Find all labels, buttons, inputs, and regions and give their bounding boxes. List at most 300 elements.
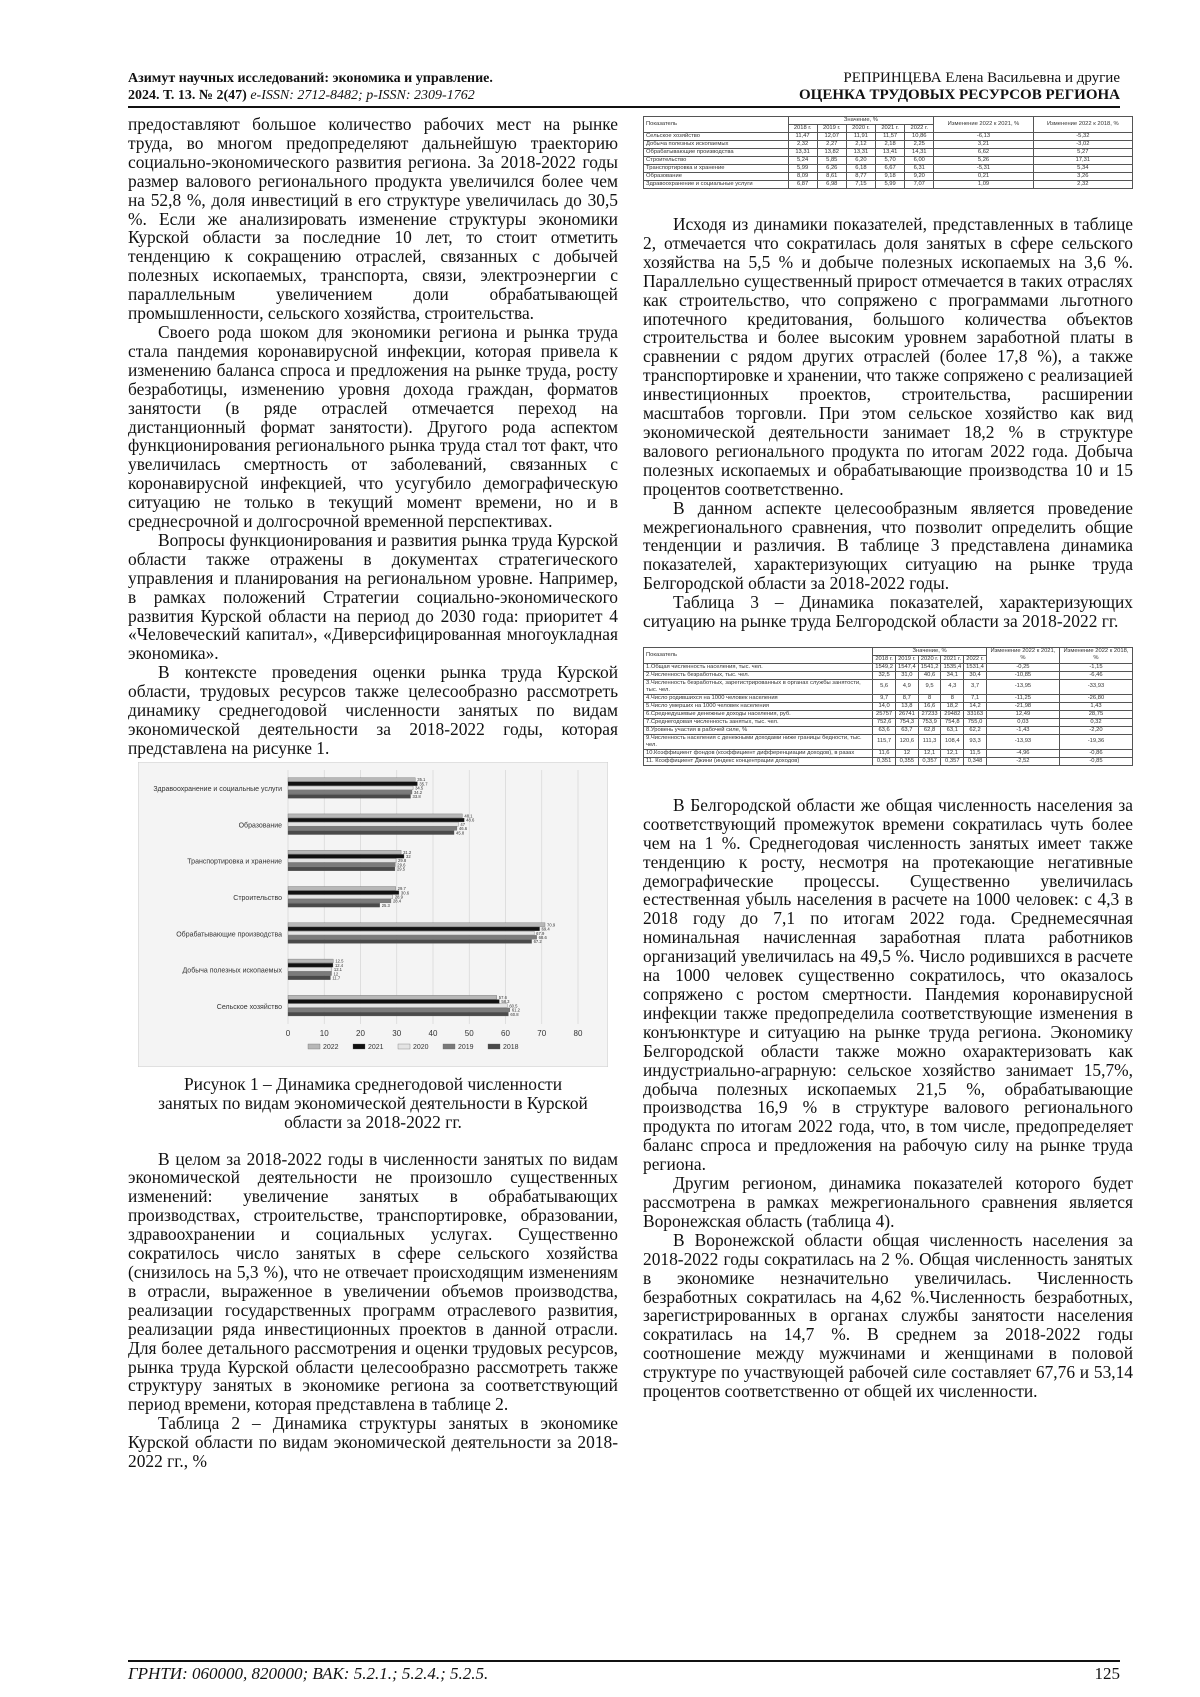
- bar-data-label: 58.3: [501, 998, 510, 1004]
- table-cell: -13,93: [986, 734, 1059, 749]
- table-cell: -0,85: [1059, 757, 1132, 765]
- bar-data-label: 12.5: [335, 958, 344, 964]
- table-cell: 26741: [895, 710, 918, 718]
- authors: РЕПРИНЦЕВА Елена Васильевна и другие: [843, 70, 1120, 86]
- table-cell: 34,1: [941, 671, 964, 679]
- bar-data-label: 61.2: [511, 1007, 521, 1013]
- bar-data-label: 45.8: [456, 830, 465, 836]
- table-cell: -5,31: [934, 165, 1033, 173]
- table-cell: -0,25: [986, 663, 1059, 671]
- table-cell: 7,15: [846, 181, 875, 189]
- table-cell: -4,96: [986, 749, 1059, 757]
- table-row: [644, 671, 1133, 679]
- paragraph: предоставляют большое количество рабочих мест на рынке труда, во многом предопределяют дальнейшую траекторию социально-экономического развития региона. За 2018-2022 годы размер валового регионального продукта увеличился более чем на 52,8 %, доля инвестиций в его структуре увеличилась до 30,5 %. Если же анализировать изменение структуры экономики Курской области за последние 10 лет, то стоит отметить тенденцию к сокращению отраслей, связанных с добычей полезных ископаемых, транспорта, связи, электроэнергии с параллельным увеличением доли обрабатывающей промышленности, сельского хозяйства, строительства.: [128, 114, 618, 324]
- journal-issn: e-ISSN: 2712-8482; p-ISSN: 2309-1762: [246, 88, 475, 103]
- article-header: [799, 70, 1120, 104]
- year-cell: 2018 г.: [873, 655, 896, 663]
- row-label: Строительство: [644, 157, 789, 165]
- table-cell: 16,6: [918, 702, 941, 710]
- x-tick-label: 30: [392, 1028, 402, 1038]
- bar: [288, 850, 401, 854]
- bar: [288, 967, 332, 971]
- table-cell: 29482: [941, 710, 964, 718]
- table-cell: 0,355: [895, 757, 918, 765]
- bar-data-label: 12.1: [333, 966, 343, 972]
- bar-data-label: 67.9: [536, 930, 545, 936]
- bar-data-label: 11.7: [332, 975, 341, 981]
- bar: [288, 854, 404, 858]
- journal-header: [128, 70, 493, 104]
- table-cell: 6,31: [905, 165, 934, 173]
- paragraph: В Воронежской области общая численность населения за 2018-2022 годы сократилась на 2 %. Общая численность занятых в экономике незначительно увеличилась. Численность безработных сократилась на 4,62 %.Численность безработных, зарегистрированных в органах службы занятости населения сократилась на 14,7 %. В среднем за 2018-2022 годы соотношение между мужчинами и женщинами в половой структуре по участвующей рабочей силе составляет 67,76 и 53,14 процентов соответственно от общей их численности.: [643, 1229, 1133, 1402]
- row-label: 10.Коэффициент фондов (коэффициент дифференциации доходов), в разах: [644, 749, 873, 757]
- table-cell: 93,3: [964, 734, 987, 749]
- header-divider: [128, 106, 1120, 108]
- legend-swatch: [353, 1044, 365, 1049]
- bar-data-label: 25.3: [381, 902, 390, 908]
- table-cell: 1541,2: [918, 663, 941, 671]
- table-2: [643, 116, 1133, 189]
- table-cell: 12,07: [817, 133, 846, 141]
- table-cell: -2,52: [986, 757, 1059, 765]
- table-cell: 17,31: [1033, 157, 1132, 165]
- table-header-cell: Значение, %: [873, 647, 987, 655]
- bar-data-label: 60.8: [510, 1011, 519, 1017]
- bar: [288, 903, 380, 907]
- table-cell: 63,1: [941, 726, 964, 734]
- bar: [288, 794, 411, 798]
- table-row: [644, 165, 1133, 173]
- table-cell: -13,95: [986, 679, 1059, 694]
- table-cell: 752,6: [873, 718, 896, 726]
- table-row: [644, 133, 1133, 141]
- table-header-cell: Изменение 2022 к 2018, %: [1059, 647, 1132, 663]
- bar: [288, 831, 454, 835]
- year-cell: 2019 г.: [895, 655, 918, 663]
- table-cell: 754,8: [941, 718, 964, 726]
- bar: [288, 999, 499, 1003]
- year-cell: 2022 г.: [964, 655, 987, 663]
- bar-data-label: 35.1: [417, 777, 426, 783]
- table-cell: 9,20: [905, 173, 934, 181]
- table-cell: -1,15: [1059, 663, 1132, 671]
- legend-swatch: [308, 1044, 320, 1049]
- table-cell: 8,09: [788, 173, 817, 181]
- table-cell: 33163: [964, 710, 987, 718]
- table-row: [644, 734, 1133, 749]
- row-label: Здравоохранение и социальные услуги: [644, 181, 789, 189]
- table-cell: -11,25: [986, 694, 1059, 702]
- table-cell: 8,7: [895, 694, 918, 702]
- bar-data-label: 57.6: [498, 994, 507, 1000]
- table-cell: 2,32: [788, 141, 817, 149]
- table-header-cell: Показатель: [644, 117, 789, 133]
- table-cell: 14,2: [964, 702, 987, 710]
- table-cell: 9,7: [873, 694, 896, 702]
- bar: [288, 777, 415, 781]
- table-row: [644, 679, 1133, 694]
- bar: [288, 935, 537, 939]
- table-row: [644, 749, 1133, 757]
- bar: [288, 959, 333, 963]
- table-cell: 13,82: [817, 149, 846, 157]
- left-column: [128, 115, 618, 1471]
- bar: [288, 1004, 507, 1008]
- table-cell: 754,3: [895, 718, 918, 726]
- year-cell: 2020 г.: [918, 655, 941, 663]
- bar-data-label: 29.8: [398, 858, 407, 864]
- table-header-cell: Изменение 2022 к 2021, %: [986, 647, 1059, 663]
- row-label: Добыча полезных ископаемых: [644, 141, 789, 149]
- table-cell: 13,31: [846, 149, 875, 157]
- bar: [288, 939, 532, 943]
- table-cell: 5,34: [1033, 165, 1132, 173]
- journal-issue: 2024. Т. 13. № 2(47) e-ISSN: 2712-8482; p-ISSN: 2309-1762: [128, 88, 475, 103]
- table-cell: 25757: [873, 710, 896, 718]
- table-row: [644, 663, 1133, 671]
- legend-swatch: [488, 1044, 500, 1049]
- table-row: [644, 157, 1133, 165]
- figure-1: [138, 762, 608, 1067]
- row-label: 11. Коэффициент Джини (индекс концентрации доходов): [644, 757, 873, 765]
- bar-data-label: 29.6: [397, 862, 406, 868]
- table-cell: 8,61: [817, 173, 846, 181]
- table-cell: 28,75: [1059, 710, 1132, 718]
- table-cell: 6,67: [876, 165, 905, 173]
- bar: [288, 899, 391, 903]
- table-cell: 115,7: [873, 734, 896, 749]
- bar-data-label: 46.6: [458, 825, 468, 831]
- table-cell: -6,13: [934, 133, 1033, 141]
- bar-data-label: 29.7: [397, 885, 406, 891]
- bar-data-label: 60.5: [509, 1003, 518, 1009]
- year-cell: 2020 г.: [846, 125, 875, 133]
- category-label: Сельское хозяйство: [216, 1003, 282, 1011]
- table-cell: -5,32: [1033, 133, 1132, 141]
- legend-swatch: [398, 1044, 410, 1049]
- table-cell: -33,93: [1059, 679, 1132, 694]
- bar: [288, 782, 417, 786]
- bar: [288, 895, 393, 899]
- bar: [288, 886, 396, 890]
- bar-data-label: 47: [460, 821, 466, 827]
- paragraph: Вопросы функционирования и развития рынка труда Курской области также отражены в документах стратегического управления и планирования на региональном уровне. Например, в рамках положений Стратегии социально-экономического развития Курской области на период до 2030 года: приоритет 4 «Человеческий капитал», «Диверсифицированная многоукладная экономика».: [128, 529, 618, 664]
- table-cell: 9,5: [918, 679, 941, 694]
- table-row: [644, 141, 1133, 149]
- table-cell: 63,6: [873, 726, 896, 734]
- year-cell: 2021 г.: [876, 125, 905, 133]
- x-tick-label: 10: [319, 1028, 329, 1038]
- table-cell: 6,87: [788, 181, 817, 189]
- bar: [288, 971, 332, 975]
- table-cell: 30,4: [964, 671, 987, 679]
- table-cell: -0,86: [1059, 749, 1132, 757]
- bar-data-label: 69.4: [541, 926, 550, 932]
- category-label: Здравоохранение и социальные услуги: [153, 785, 282, 793]
- row-label: 6.Среднедушевые денежные доходы населения, руб.: [644, 710, 873, 718]
- bar: [288, 822, 458, 826]
- bar-data-label: 34.2: [413, 789, 423, 795]
- bar-data-label: 33.8: [412, 793, 421, 799]
- bar-data-label: 28.4: [392, 898, 402, 904]
- row-label: 1.Общая численность населения, тыс. чел.: [644, 663, 873, 671]
- table-cell: 1,43: [1059, 702, 1132, 710]
- table-header-cell: Изменение 2022 к 2018, %: [1033, 117, 1132, 133]
- table-cell: 13,41: [876, 149, 905, 157]
- legend-swatch: [443, 1044, 455, 1049]
- row-label: 3.Численность безработных, зарегистрированных в органах службы занятости, тыс. чел.: [644, 679, 873, 694]
- paragraph: В данном аспекте целесообразным является проведение межрегионального сравнения, что позволит определить общие тенденции и различия. В таблице 3 представлена динамика показателей, характеризующих ситуацию на рынке труда Белгородской области за 2018-2022 годы.: [643, 497, 1133, 594]
- bar: [288, 891, 399, 895]
- table-cell: 8: [918, 694, 941, 702]
- table-cell: -10,85: [986, 671, 1059, 679]
- table-cell: 12,1: [918, 749, 941, 757]
- legend-label: 2021: [368, 1043, 384, 1051]
- table-cell: 3,7: [964, 679, 987, 694]
- table-row: [644, 702, 1133, 710]
- article-title: ОЦЕНКА ТРУДОВЫХ РЕСУРСОВ РЕГИОНА: [798, 87, 1120, 103]
- year-cell: 2021 г.: [941, 655, 964, 663]
- table-cell: 0,32: [1059, 718, 1132, 726]
- table-cell: 0,351: [873, 757, 896, 765]
- bar-data-label: 30.6: [400, 890, 410, 896]
- table-cell: 5,26: [934, 157, 1033, 165]
- table-header-cell: Изменение 2022 к 2021, %: [934, 117, 1033, 133]
- bar-data-label: 70.9: [547, 922, 556, 928]
- year-cell: 2019 г.: [817, 125, 846, 133]
- table-caption: Таблица 2 – Динамика структуры занятых в экономике Курской области по видам экономической деятельности за 2018-2022 гг., %: [128, 1413, 618, 1472]
- table-cell: -19,36: [1059, 734, 1132, 749]
- row-label: 2.Численность безработных, тыс. чел.: [644, 671, 873, 679]
- journal-title: Азимут научных исследований: экономика и управление.: [128, 71, 493, 86]
- footer-divider: [128, 1660, 1120, 1662]
- classification-codes: ГРНТИ: 060000, 820000; ВАК: 5.2.1.; 5.2.4.; 5.2.5.: [128, 1664, 489, 1683]
- paragraph: В целом за 2018-2022 годы в численности занятых по видам экономической деятельности не произошло существенных изменений: увеличение занятых в обрабатывающих производствах, строительстве, транспортировке, образовании, здравоохранении и социальных услугах. Существенно сократилось число занятых в сфере сельского хозяйства (снизилось на 5,3 %), что не отвечает происходящим изменениям в отрасли, выраженное в увеличении объемов производства, реализации государственных программ отраслевого развития, реализации ряда инвестиционных проектов в данной отрасли. Для более детального рассмотрения и оценки трудовых ресурсов, рынка труда Курской области целесообразно рассмотреть также структуру занятых в экономике региона за соответствующий период времени, которая представлена в таблице 2.: [128, 1148, 618, 1415]
- table-cell: 3,21: [934, 141, 1033, 149]
- category-label: Строительство: [233, 894, 282, 902]
- legend-label: 2019: [458, 1043, 474, 1051]
- table-cell: 4,3: [941, 679, 964, 694]
- table-cell: 0,357: [918, 757, 941, 765]
- table-cell: 753,9: [918, 718, 941, 726]
- row-label: Обрабатывающие производства: [644, 149, 789, 157]
- table-cell: 62,8: [918, 726, 941, 734]
- table-cell: 108,4: [941, 734, 964, 749]
- table-cell: 1549,2: [873, 663, 896, 671]
- table-cell: 13,31: [788, 149, 817, 157]
- table-cell: 1531,4: [964, 663, 987, 671]
- table-cell: 8: [941, 694, 964, 702]
- x-tick-label: 0: [285, 1028, 291, 1038]
- table-cell: 4,9: [895, 679, 918, 694]
- table-cell: 2,25: [905, 141, 934, 149]
- bar: [288, 1008, 510, 1012]
- table-row: [644, 757, 1133, 765]
- table-cell: 6,26: [817, 165, 846, 173]
- table-row: [644, 173, 1133, 181]
- table-3: [643, 647, 1133, 766]
- table-cell: 5,24: [788, 157, 817, 165]
- table-cell: 1535,4: [941, 663, 964, 671]
- row-label: 5.Число умерших на 1000 человек населения: [644, 702, 873, 710]
- bar: [288, 786, 413, 790]
- bar: [288, 790, 412, 794]
- table-cell: 5,6: [873, 679, 896, 694]
- table-caption: Таблица 3 – Динамика показателей, характеризующих ситуацию на рынке труда Белгородской области за 2018-2022 гг.: [643, 592, 1133, 632]
- bar-data-label: 32: [406, 853, 411, 859]
- table-row: [644, 710, 1133, 718]
- table-cell: 12: [895, 749, 918, 757]
- bar-data-label: 68.6: [538, 934, 547, 940]
- table-row: [644, 718, 1133, 726]
- table-cell: 6,18: [846, 165, 875, 173]
- table-cell: 5,27: [1033, 149, 1132, 157]
- table-cell: 3,26: [1033, 173, 1132, 181]
- x-tick-label: 20: [356, 1028, 365, 1038]
- table-cell: 32,5: [873, 671, 896, 679]
- paragraph: Своего рода шоком для экономики региона и рынка труда стала пандемия коронавирусной инфекции, которая привела к изменению баланса спроса и предложения на рынке труда, росту безработицы, изменению уровня дохода граждан, форматов занятости (в ряде отраслей отмечается переход на дистанционный формат занятости). Другого рода аспектом функционирования регионального рынка труда стал тот факт, что увеличилась смертность от заболеваний, связанных с коронавирусной инфекцией, что усугубило демографическую ситуацию не только в текущий момент времени, но и в среднесрочной и долгосрочной временной перспективах.: [128, 321, 618, 532]
- table-cell: 2,32: [1033, 181, 1132, 189]
- bar-data-label: 35.7: [419, 781, 428, 787]
- row-label: Образование: [644, 173, 789, 181]
- table-cell: 0,348: [964, 757, 987, 765]
- legend-label: 2020: [413, 1043, 429, 1051]
- table-cell: 6,62: [934, 149, 1033, 157]
- table-cell: 27233: [918, 710, 941, 718]
- x-tick-label: 40: [428, 1028, 438, 1038]
- bar: [288, 867, 395, 871]
- table-cell: 62,2: [964, 726, 987, 734]
- x-tick-label: 60: [501, 1028, 510, 1038]
- table-cell: 13,8: [895, 702, 918, 710]
- table-row: [644, 181, 1133, 189]
- table-cell: 6,98: [817, 181, 846, 189]
- table-cell: 8,77: [846, 173, 875, 181]
- table-cell: 12,1: [941, 749, 964, 757]
- table-cell: 14,0: [873, 702, 896, 710]
- paragraph: В контексте проведения оценки рынка труда Курской области, трудовых ресурсов также целесообразно рассмотреть динамику среднегодовой численности занятых по видам экономической деятельности за 2018-2022 годы, которая представлена на рисунке 1.: [128, 662, 618, 758]
- x-tick-label: 80: [573, 1028, 583, 1038]
- right-column: [643, 116, 1133, 1401]
- row-label: 4.Число родившихся на 1000 человек населения: [644, 694, 873, 702]
- bar-data-label: 48.6: [466, 817, 475, 823]
- bar: [288, 818, 464, 822]
- bar: [288, 1012, 508, 1016]
- table-cell: 14,31: [905, 149, 934, 157]
- table-header-cell: Значение, %: [788, 117, 934, 125]
- paragraph: Другим регионом, динамика показателей которого будет рассмотрена в рамках межрегионального сравнения является Воронежская область (таблица 4).: [643, 1173, 1133, 1231]
- table-row: [644, 694, 1133, 702]
- bar: [288, 995, 497, 999]
- bar: [288, 927, 540, 931]
- table-cell: 2,12: [846, 141, 875, 149]
- page-number: 125: [1094, 1664, 1120, 1683]
- spacer: [128, 1132, 618, 1150]
- bar-data-label: 48.1: [464, 813, 473, 819]
- table-cell: 40,6: [918, 671, 941, 679]
- table-cell: 0,03: [986, 718, 1059, 726]
- category-label: Добыча полезных ископаемых: [182, 967, 282, 975]
- table-cell: 755,0: [964, 718, 987, 726]
- bar: [288, 923, 545, 927]
- table-cell: 6,20: [846, 157, 875, 165]
- table-cell: 7,1: [964, 694, 987, 702]
- table-cell: 7,07: [905, 181, 934, 189]
- table-cell: 0,21: [934, 173, 1033, 181]
- row-label: 7.Среднегодовая численность занятых, тыс. чел.: [644, 718, 873, 726]
- table-cell: -2,20: [1059, 726, 1132, 734]
- chart-background: [138, 762, 608, 1067]
- table-cell: 5,85: [817, 157, 846, 165]
- x-tick-label: 70: [537, 1028, 547, 1038]
- bar: [288, 814, 462, 818]
- table-row: [644, 149, 1133, 157]
- table-cell: 0,357: [941, 757, 964, 765]
- table-cell: -6,46: [1059, 671, 1132, 679]
- year-cell: 2018 г.: [788, 125, 817, 133]
- table-cell: 31,0: [895, 671, 918, 679]
- row-label: Сельское хозяйство: [644, 133, 789, 141]
- table-cell: 6,00: [905, 157, 934, 165]
- table-cell: 2,18: [876, 141, 905, 149]
- table-cell: 18,2: [941, 702, 964, 710]
- table-cell: -1,43: [986, 726, 1059, 734]
- table-cell: 5,99: [788, 165, 817, 173]
- legend-label: 2022: [323, 1043, 339, 1051]
- bar-data-label: 31.2: [403, 849, 412, 855]
- bar-data-label: 29.5: [396, 866, 406, 872]
- bar-data-label: 12: [333, 971, 339, 977]
- bar: [288, 826, 457, 830]
- table-cell: -26,80: [1059, 694, 1132, 702]
- table-cell: 11,91: [846, 133, 875, 141]
- bar-data-label: 67.2: [533, 938, 542, 944]
- bar: [288, 963, 333, 967]
- legend-label: 2018: [503, 1043, 519, 1051]
- bar-data-label: 34.5: [415, 785, 424, 791]
- category-label: Обрабатывающие производства: [176, 931, 282, 939]
- table-cell: 1,09: [934, 181, 1033, 189]
- bar-data-label: 28.9: [394, 894, 403, 900]
- table-cell: 111,3: [918, 734, 941, 749]
- row-label: Транспортировка и хранение: [644, 165, 789, 173]
- year-cell: 2022 г.: [905, 125, 934, 133]
- table-cell: -3,02: [1033, 141, 1132, 149]
- table-cell: 5,70: [876, 157, 905, 165]
- table-cell: 63,7: [895, 726, 918, 734]
- bar: [288, 976, 330, 980]
- bar: [288, 863, 395, 867]
- table-cell: 11,57: [876, 133, 905, 141]
- bar: [288, 931, 534, 935]
- table-cell: 11,5: [964, 749, 987, 757]
- category-label: Транспортировка и хранение: [187, 858, 282, 866]
- table-cell: 12,49: [986, 710, 1059, 718]
- table-cell: 1547,4: [895, 663, 918, 671]
- paragraph: В Белгородской области же общая численность населения за соответствующий промежуток времени сократилась чуть более чем на 1 %. Среднегодовая численность занятых имеет также тенденцию к росту, несмотря на протекающие негативные демографические процессы. Существенно увеличилась естественная убыль населения в расчете на 1000 человек: с 4,3 в 2018 году до 7,1 по итогам 2022 года. Среднемесячная номинальная начисленная заработная плата работников организаций увеличилась на 49,5 %. Число родившихся в расчете на 1000 человек существенно сократилось, что оказалось сопряжено с ростом смертности. Пандемия коронавирусной инфекции также предопределила соответствующие изменения в конъюнктуре и ситуацию на рынке труда региона. Экономику Белгородской области также можно охарактеризовать как индустриально-аграрную: сельское хозяйство занимает 15,7%, добыча полезных ископаемых 21,5 %, обрабатывающие производства 16,9 % в структуре валового регионального продукта по итогам 2022 года, что, в том числе, предопределяет баланс спроса и предложения на рабочую силу на рынке труда региона.: [643, 794, 1133, 1175]
- paragraph: Исходя из динамики показателей, представленных в таблице 2, отмечается что сократилась доля занятых в сфере сельского хозяйства на 5,5 % и добыче полезных ископаемых на 3,6 %. Параллельно существенный прирост отмечается в таких отраслях как строительство, что сопряжено с программами льготного ипотечного кредитования, большого количества объектов строительства и более высоким уровнем заработной платы в сравнении с рядом других отраслей (более 17,8 %), а также транспортировке и хранении, что также сопряжено с реализацией инвестиционных проектов, строительства, расширении масштабов торговли. При этом сельское хозяйство как вид экономической деятельности занимает 18,2 % в структуре валового регионального продукта по итогам 2022 года. Добыча полезных ископаемых и обрабатывающие производства 10 и 15 процентов соответственно.: [643, 214, 1133, 499]
- table-cell: 11,6: [873, 749, 896, 757]
- x-tick-label: 50: [464, 1028, 474, 1038]
- table-cell: 10,86: [905, 133, 934, 141]
- table-header-cell: Показатель: [644, 647, 873, 663]
- bar: [288, 858, 396, 862]
- table-cell: -21,98: [986, 702, 1059, 710]
- table-cell: 9,18: [876, 173, 905, 181]
- row-label: 8.Уровень участия в рабочей силе, %: [644, 726, 873, 734]
- table-cell: 5,99: [876, 181, 905, 189]
- table-cell: 2,27: [817, 141, 846, 149]
